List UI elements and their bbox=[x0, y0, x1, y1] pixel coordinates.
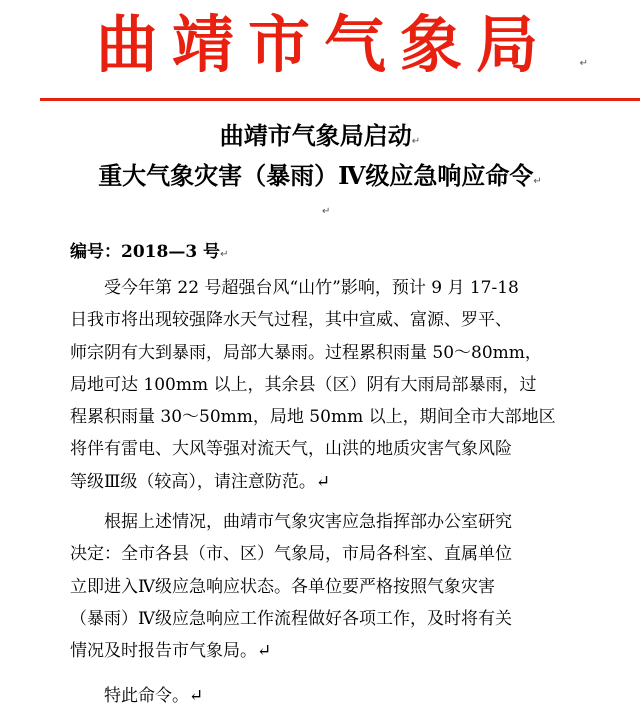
return-mark: ↵ bbox=[533, 176, 542, 187]
masthead-title: 曲靖市气象局 bbox=[95, 8, 552, 81]
closing-statement bbox=[70, 680, 590, 712]
red-divider bbox=[40, 98, 640, 101]
paragraph-weather-forecast bbox=[70, 272, 590, 498]
paragraph-line: 将伴有雷电、大风等强对流天气，山洪的地质灾害气象风险 bbox=[70, 439, 512, 460]
document-title-line1 bbox=[0, 118, 640, 160]
paragraph-line: 立即进入Ⅳ级应急响应状态。各单位要严格按照气象灾害 bbox=[70, 576, 495, 597]
return-mark: ↵ bbox=[579, 58, 588, 69]
paragraph-line: 受今年第 22 号超强台风“山竹”影响，预计 9 月 17-18 bbox=[104, 278, 519, 298]
empty-line-mark: ↵ bbox=[322, 206, 331, 217]
title-line2-text: 重大气象灾害（暴雨）Ⅳ级应急响应命令 bbox=[98, 161, 534, 190]
paragraph-line: 情况及时报告市气象局。↵ bbox=[70, 641, 272, 662]
masthead bbox=[0, 0, 640, 90]
document-number bbox=[70, 238, 228, 269]
paragraph-line: （暴雨）Ⅳ级应急响应工作流程做好各项工作，及时将有关 bbox=[70, 608, 512, 629]
paragraph-line: 程累积雨量 30～50mm，局地 50mm 以上，期间全市大部地区 bbox=[70, 407, 556, 428]
paragraph-line: 师宗阴有大到暴雨，局部大暴雨。过程累积雨量 50～80mm， bbox=[70, 342, 542, 363]
doc-number-text: 编号：2018—3 号 bbox=[70, 242, 221, 262]
paragraph-line: 根据上述情况，曲靖市气象灾害应急指挥部办公室研究 bbox=[104, 512, 512, 532]
document-title-line2 bbox=[0, 158, 640, 200]
closing-text: 特此命令。↵ bbox=[104, 686, 204, 706]
paragraph-line: 日我市将出现较强降水天气过程，其中宣威、富源、罗平、 bbox=[70, 310, 512, 331]
paragraph-line: 局地可达 100mm 以上，其余县（区）阴有大雨局部暴雨，过 bbox=[70, 374, 537, 395]
return-mark: ↵ bbox=[411, 136, 421, 147]
title-line1-text: 曲靖市气象局启动 bbox=[219, 121, 412, 150]
paragraph-line: 等级Ⅲ级（较高），请注意防范。↵ bbox=[70, 471, 331, 492]
paragraph-line: 决定：全市各县（市、区）气象局，市局各科室、直属单位 bbox=[70, 544, 512, 565]
return-mark: ↵ bbox=[220, 249, 229, 260]
paragraph-decision bbox=[70, 506, 590, 667]
